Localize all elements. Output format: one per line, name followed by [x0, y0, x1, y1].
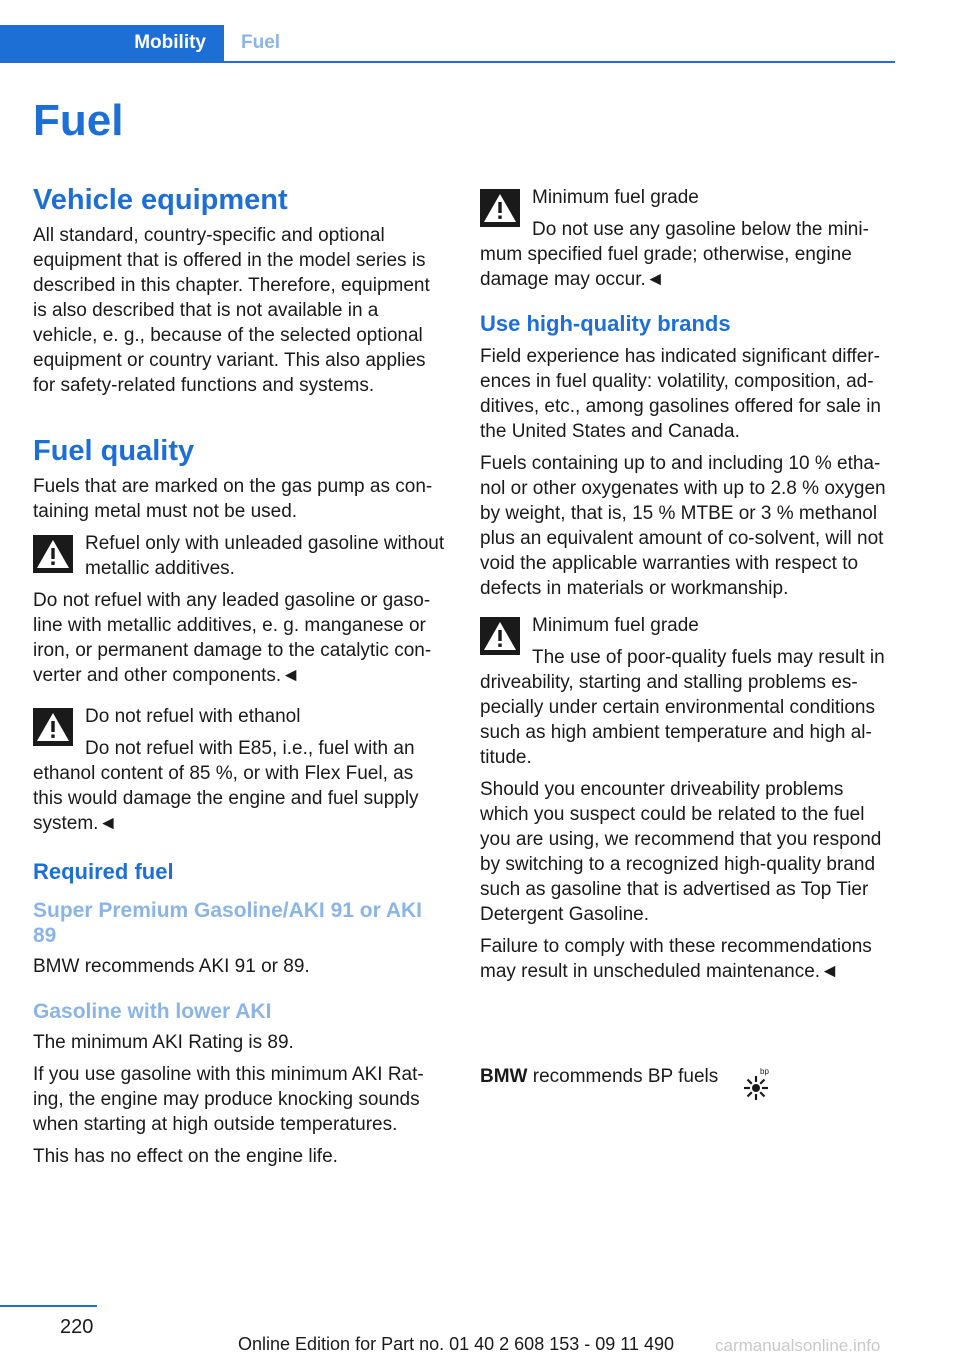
tab-mobility[interactable]: Mobility — [0, 25, 224, 61]
paragraph-super-premium: BMW recommends AKI 91 or 89. — [33, 956, 310, 977]
page-number-rule — [0, 1305, 97, 1307]
watermark: carmanualsonline.info — [715, 1336, 881, 1355]
paragraph-brands-2: Fuels containing up to and including 10 % ethanol or other oxygenates with up to 2.8 % oxygen by weight, that is, 15 % MTBE or 3 % methanol plus an equivalent amount of co-solvent, will not void the applicable warranties with respect to defects in materials or workmanship. — [480, 453, 886, 599]
footer-edition: Online Edition for Part no. 01 40 2 608 153 - 09 11 490 — [238, 1334, 674, 1354]
heading-lower-aki: Gasoline with lower AKI — [33, 1000, 272, 1023]
warning-ethanol-text: Do not refuel with E85, i.e., fuel with an ethanol content of 85 %, or with Flex Fuel, as this would damage the engine and fuel supply system.◄ — [33, 738, 419, 834]
warning-min-grade-2-text: The use of poor-quality fuels may result in driveability, starting and stalling problems especially under certain environmental conditions such as high ambient temperature and high altitude. — [480, 647, 885, 768]
bp-recommendation-logo — [480, 1066, 780, 1106]
tab-fuel[interactable]: Fuel — [241, 32, 281, 53]
heading-super-premium: Super Premium Gasoline/AKI 91 or AKI 89 — [33, 899, 422, 947]
paragraph-brands-3: Should you encounter driveability problems which you suspect could be related to the fuel you are using, we recommend that you respond by switching to a recognized high-quality brand such as gasoline that is advertised as Top Tier Detergent Gasoline. — [480, 779, 882, 925]
header-tabbar — [0, 25, 895, 63]
page-title: Fuel — [33, 96, 124, 145]
paragraph-leaded: Do not refuel with any leaded gasoline or gasoline with metallic additives, e. g. manganese or iron, or permanent damage to the catalytic converter and other components.◄ — [33, 590, 432, 686]
paragraph-brands-1: Field experience has indicated significant differences in fuel quality: volatility, composition, additives, etc., among gasolines offered for sale in the United States and Canada. — [480, 346, 881, 442]
logo-recommends-text: recommends BP fuels — [527, 1066, 719, 1087]
warning-triangle-icon — [33, 708, 73, 746]
right-column — [480, 185, 897, 991]
warning-min-grade-1-text: Do not use any gasoline below the minimum specified fuel grade; otherwise, engine damage may occur.◄ — [480, 219, 869, 290]
paragraph-lower-aki-2: If you use gasoline with this minimum AKI Rating, the engine may produce knocking sounds when starting at high outside temperatures. — [33, 1064, 424, 1135]
left-column — [33, 183, 448, 1176]
paragraph-fuel-quality: Fuels that are marked on the gas pump as containing metal must not be used. — [33, 476, 433, 522]
warning-min-grade-1-title: Minimum fuel grade — [532, 187, 699, 208]
warning-triangle-icon — [33, 535, 73, 573]
logo-bmw-text: BMW — [480, 1066, 528, 1087]
warning-ethanol-title: Do not refuel with ethanol — [85, 706, 301, 727]
warning-min-grade-2-title: Minimum fuel grade — [532, 615, 699, 636]
paragraph-brands-4: Failure to comply with these recommendations may result in unscheduled maintenance.◄ — [480, 936, 872, 982]
warning-min-grade-1 — [480, 185, 897, 292]
bp-helios-icon — [742, 1066, 776, 1102]
warning-ethanol — [33, 704, 448, 836]
paragraph-lower-aki-1: The minimum AKI Rating is 89. — [33, 1032, 294, 1053]
paragraph-vehicle-equipment: All standard, country-specific and optional equipment that is offered in the model series is described in this chapter. Therefore, equipment is also described that is not available in a vehicle, e. g., because of the selected optional equipment or country variant. This also applies for safety-related functions and systems. — [33, 225, 430, 396]
warning-min-grade-2 — [480, 613, 897, 770]
heading-vehicle-equipment: Vehicle equipment — [33, 184, 288, 216]
warning-triangle-icon — [480, 189, 520, 227]
heading-fuel-quality: Fuel quality — [33, 435, 195, 467]
bp-mark-text: bp — [760, 1067, 769, 1076]
warning-unleaded-text: Refuel only with unleaded gasoline without metallic additives. — [85, 533, 445, 579]
paragraph-lower-aki-3: This has no effect on the engine life. — [33, 1146, 338, 1167]
warning-triangle-icon — [480, 617, 520, 655]
page-number: 220 — [60, 1316, 94, 1338]
heading-high-quality-brands: Use high-quality brands — [480, 311, 731, 336]
heading-required-fuel: Required fuel — [33, 859, 174, 884]
warning-unleaded — [33, 531, 448, 581]
